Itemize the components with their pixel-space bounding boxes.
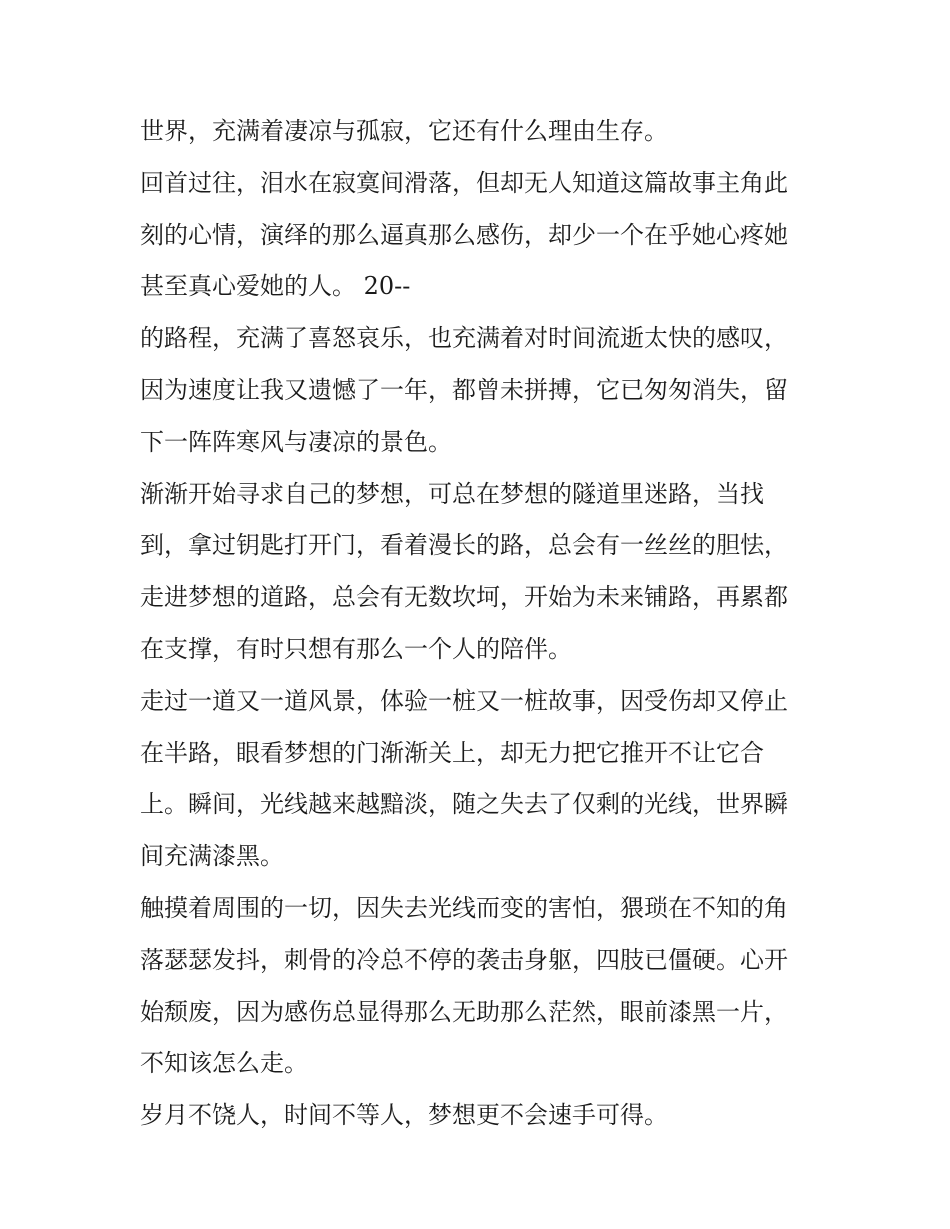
text-line: 下一阵阵寒风与凄凉的景色。	[140, 427, 452, 456]
text-line: 不知该怎么走。	[140, 1049, 308, 1078]
text-line: 渐渐开始寻求自己的梦想，可总在梦想的隧道里迷路，当找	[140, 479, 764, 508]
text-line: 甚至真心爱她的人。 20--	[140, 272, 411, 301]
text-line: 因为速度让我又遗憾了一年，都曾未拼搏，它已匆匆消失，留	[140, 375, 788, 404]
text-line: 始颓废，因为感伤总显得那么无助那么茫然，眼前漆黑一片，	[140, 997, 788, 1026]
text-line: 世界，充满着凄凉与孤寂，它还有什么理由生存。	[140, 117, 668, 145]
text-line: 刻的心情，演绎的那么逼真那么感伤，却少一个在乎她心疼她	[140, 220, 788, 249]
text-line: 上。瞬间，光线越来越黯淡，随之失去了仅剩的光线，世界瞬	[140, 790, 788, 819]
text-line: 走进梦想的道路，总会有无数坎坷，开始为未来铺路，再累都	[140, 583, 788, 612]
text-line: 在支撑，有时只想有那么一个人的陪伴。	[140, 634, 572, 663]
text-line: 间充满漆黑。	[140, 842, 284, 871]
text-line: 在半路，眼看梦想的门渐渐关上，却无力把它推开不让它合	[140, 738, 764, 767]
text-line: 到，拿过钥匙打开门，看着漫长的路，总会有一丝丝的胆怯，	[140, 531, 788, 560]
text-line: 岁月不饶人，时间不等人，梦想更不会速手可得。	[140, 1101, 668, 1130]
text-line: 的路程，充满了喜怒哀乐，也充满着对时间流逝太快的感叹，	[140, 324, 788, 353]
text-line: 走过一道又一道风景，体验一桩又一桩故事，因受伤却又停止	[140, 686, 788, 715]
body-text	[140, 106, 820, 1142]
text-line: 触摸着周围的一切，因失去光线而变的害怕，猥琐在不知的角	[140, 893, 788, 922]
text-line: 落瑟瑟发抖，刺骨的冷总不停的袭击身躯，四肢已僵硬。心开	[140, 945, 788, 974]
text-line: 回首过往，泪水在寂寞间滑落，但却无人知道这篇故事主角此	[140, 168, 788, 197]
